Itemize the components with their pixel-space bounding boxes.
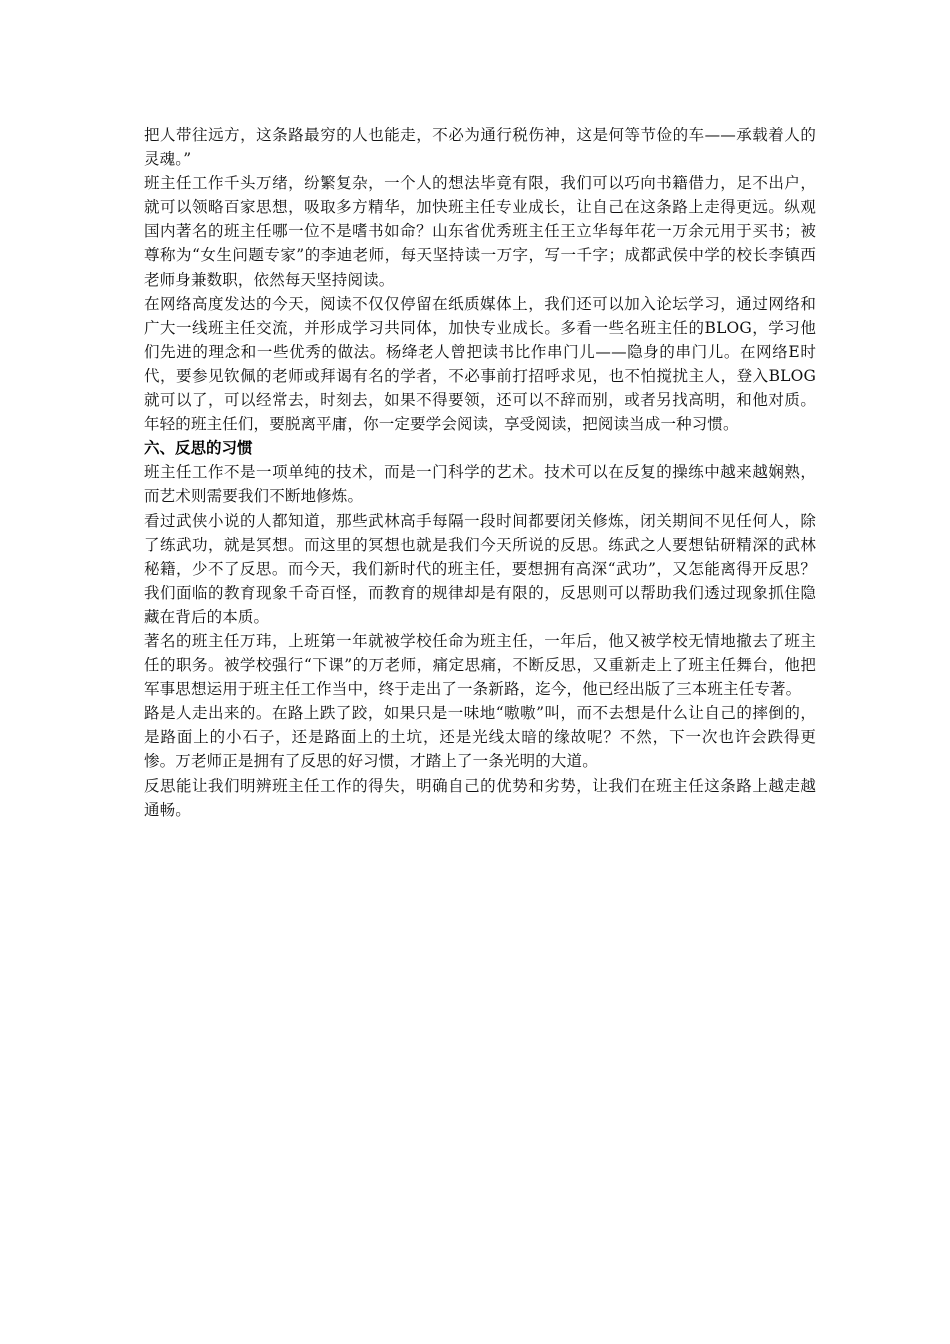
paragraph-online-reading: 在网络高度发达的今天，阅读不仅仅停留在纸质媒体上，我们还可以加入论坛学习，通过网络和广大一线班主任交流，并形成学习共同体，加快专业成长。多看一些名班主任的BLOG，学习他们先进的理念和一些优秀的做法。杨绛老人曾把读书比作串门儿——隐身的串门儿。在网络E时代，要参见钦佩的老师或拜谒有名的学者，不必事前打招呼求见，也不怕搅扰主人，登入BLOG就可以了，可以经常去，时刻去，如果不得要领，还可以不辞而别，或者另找高明，和他对质。年轻的班主任们，要脱离平庸，你一定要学会阅读，享受阅读，把阅读当成一种习惯。 xyxy=(144,294,816,434)
paragraph-quote-end: 把人带往远方，这条路最穷的人也能走，不必为通行税伤神，这是何等节俭的车——承载着人的灵魂。” xyxy=(144,126,816,169)
section-heading: 六、反思的习惯 xyxy=(144,439,253,458)
paragraph-borrow-books: 班主任工作千头万绪，纷繁复杂，一个人的想法毕竟有限，我们可以巧向书籍借力，足不出户，就可以领略百家思想，吸取多方精华，加快班主任专业成长，让自己在这条路上走得更远。纵观国内著名的班主任哪一位不是嗜书如命？山东省优秀班主任王立华每年花一万余元用于买书；被尊称为“女生问题专家”的李迪老师，每天坚持读一万字，写一千字；成都武侯中学的校长李镇西老师身兼数职，依然每天坚持阅读。 xyxy=(144,174,816,289)
paragraph-conclusion: 反思能让我们明辨班主任工作的得失，明确自己的优势和劣势，让我们在班主任这条路上越走越通畅。 xyxy=(144,776,816,819)
document-body xyxy=(144,123,816,822)
paragraph-art-of-teaching: 班主任工作不是一项单纯的技术，而是一门科学的艺术。技术可以在反复的操练中越来越娴熟，而艺术则需要我们不断地修炼。 xyxy=(144,463,816,506)
paragraph-road-metaphor: 路是人走出来的。在路上跌了跤，如果只是一味地“嗷嗷”叫，而不去想是什么让自己的摔倒的，是路面上的小石子，还是路面上的土坑，还是光线太暗的缘故呢？不然，下一次也许会跌得更惨。万老师正是拥有了反思的好习惯，才踏上了一条光明的大道。 xyxy=(144,704,816,771)
paragraph-wan-wei-story: 著名的班主任万玮，上班第一年就被学校任命为班主任，一年后，他又被学校无情地撤去了班主任的职务。被学校强行“下课”的万老师，痛定思痛，不断反思，又重新走上了班主任舞台，他把军事思想运用于班主任工作当中，终于走出了一条新路，迄今，他已经出版了三本班主任专著。 xyxy=(144,631,816,699)
paragraph-martial-arts-reflection: 看过武侠小说的人都知道，那些武林高手每隔一段时间都要闭关修炼，闭关期间不见任何人，除了练武功，就是冥想。而这里的冥想也就是我们今天所说的反思。练武之人要想钻研精深的武林秘籍，少不了反思。而今天，我们新时代的班主任，要想拥有高深“武功”，又怎能离得开反思？我们面临的教育现象千奇百怪，而教育的规律却是有限的，反思则可以帮助我们透过现象抓住隐藏在背后的本质。 xyxy=(144,511,816,626)
